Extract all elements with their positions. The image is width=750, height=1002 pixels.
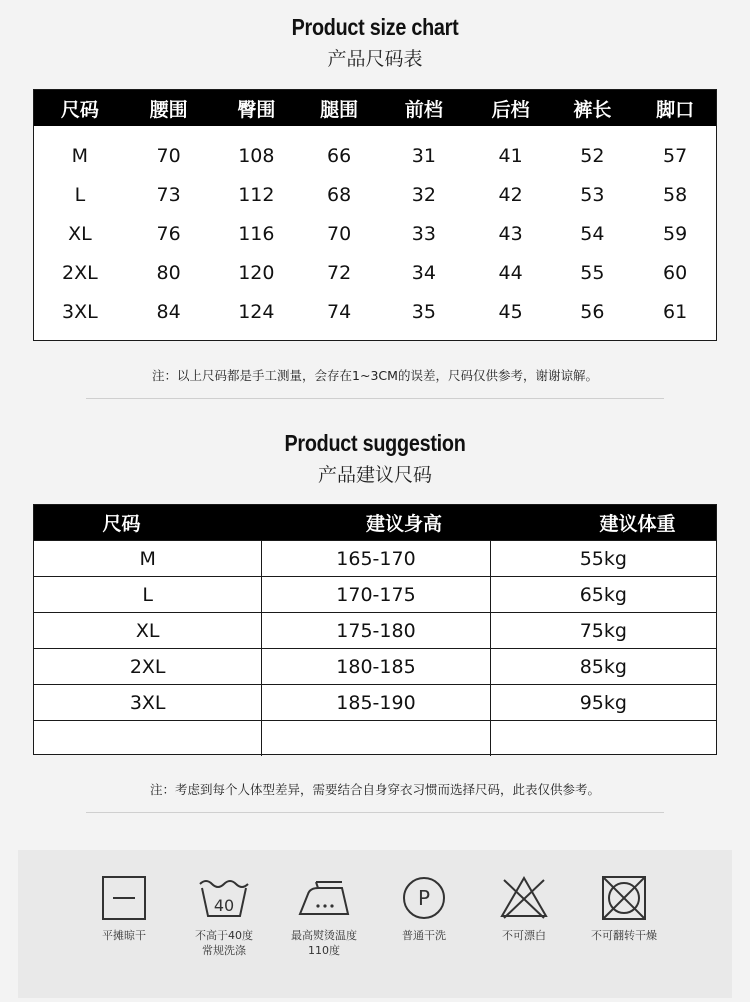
care-item — [274, 874, 374, 958]
table-cell: 73 — [156, 183, 181, 206]
table-row — [34, 253, 716, 292]
table-cell: 175-180 — [261, 613, 489, 648]
table-row — [34, 540, 716, 576]
header-cell: 腰围 — [149, 98, 188, 121]
table-cell: 185-190 — [261, 685, 489, 720]
care-item — [574, 874, 674, 943]
suggestion-subtitle: 产品建议尺码 — [317, 464, 432, 486]
header-cell: 腿围 — [320, 98, 359, 121]
header-cell: 建议身高 — [365, 513, 442, 535]
no-bleach-icon — [498, 874, 550, 922]
suggestion-header-row — [34, 505, 716, 540]
suggestion-title: Product suggestion — [284, 430, 466, 456]
care-instructions — [18, 850, 732, 998]
table-cell: 76 — [156, 222, 181, 245]
table-cell: 85kg — [490, 649, 716, 684]
table-cell: 55kg — [490, 541, 716, 576]
no-tumble-dry-icon — [600, 874, 648, 922]
table-row — [34, 214, 716, 253]
iron-icon — [294, 874, 354, 922]
table-cell: M — [71, 144, 89, 167]
table-cell: 31 — [411, 144, 436, 167]
table-cell: 72 — [327, 261, 352, 284]
table-cell: 52 — [580, 144, 605, 167]
care-label: 不高于40度 常规洗涤 — [195, 929, 253, 957]
table-cell: 33 — [411, 222, 436, 245]
table-cell: L — [74, 183, 86, 206]
table-cell: 45 — [498, 300, 523, 323]
table-row — [34, 136, 716, 175]
table-cell: 75kg — [490, 613, 716, 648]
table-cell: 56 — [580, 300, 605, 323]
header-cell: 后档 — [491, 98, 530, 121]
header-cell: 脚口 — [656, 98, 695, 121]
table-cell: 61 — [663, 300, 688, 323]
table-row — [34, 612, 716, 648]
table-cell: 2XL — [62, 261, 98, 284]
table-row — [34, 648, 716, 684]
header-cell: 建议体重 — [599, 513, 676, 535]
table-cell: 70 — [327, 222, 352, 245]
table-cell: 180-185 — [261, 649, 489, 684]
care-label: 平摊晾干 — [102, 929, 146, 942]
table-cell: L — [142, 583, 153, 606]
table-cell: 95kg — [490, 685, 716, 720]
table-cell: 59 — [663, 222, 688, 245]
table-cell: 74 — [327, 300, 352, 323]
divider — [86, 812, 664, 813]
table-row — [34, 576, 716, 612]
table-cell: 84 — [156, 300, 181, 323]
table-cell: 32 — [411, 183, 436, 206]
table-cell: 35 — [411, 300, 436, 323]
wash-40-icon — [196, 874, 252, 922]
table-cell — [490, 721, 716, 756]
table-row — [34, 175, 716, 214]
table-cell: 120 — [238, 261, 275, 284]
care-label: 最高熨烫温度 110度 — [291, 929, 357, 957]
care-item — [474, 874, 574, 943]
table-cell: 44 — [498, 261, 523, 284]
table-row — [34, 684, 716, 720]
care-label: 不可漂白 — [502, 929, 546, 942]
care-label: 不可翻转干燥 — [591, 929, 657, 942]
care-label: 普通干洗 — [402, 929, 446, 942]
size-chart-note: 注：以上尺码都是手工测量，会存在1~3CM的误差，尺码仅供参考，谢谢谅解。 — [152, 368, 598, 383]
table-cell: 68 — [327, 183, 352, 206]
table-cell: 58 — [663, 183, 688, 206]
table-cell: 53 — [580, 183, 605, 206]
table-cell: 3XL — [129, 691, 166, 714]
care-item — [174, 874, 274, 958]
size-chart-subtitle: 产品尺码表 — [327, 48, 423, 70]
wash-temp: 40 — [213, 896, 235, 915]
table-cell — [34, 721, 261, 756]
flat-dry-icon — [100, 874, 148, 922]
table-cell: 65kg — [490, 577, 716, 612]
table-cell: 80 — [156, 261, 181, 284]
dry-clean-icon — [400, 874, 448, 922]
size-chart-title: Product size chart — [291, 14, 459, 40]
table-cell: 70 — [156, 144, 181, 167]
header-cell: 臀围 — [237, 98, 276, 121]
table-cell: 43 — [498, 222, 523, 245]
size-chart-body — [34, 126, 716, 331]
size-chart-table — [33, 89, 717, 341]
table-cell: 165-170 — [261, 541, 489, 576]
suggestion-note: 注：考虑到每个人体型差异，需要结合自身穿衣习惯而选择尺码，此表仅供参考。 — [149, 782, 600, 797]
table-cell: 112 — [238, 183, 275, 206]
table-cell: XL — [68, 222, 92, 245]
table-row — [34, 292, 716, 331]
table-row-empty — [34, 720, 716, 756]
table-cell: 116 — [238, 222, 275, 245]
table-cell: XL — [135, 619, 160, 642]
table-cell: 66 — [327, 144, 352, 167]
table-cell: M — [139, 547, 156, 570]
header-cell: 前档 — [404, 98, 443, 121]
suggestion-table — [33, 504, 717, 755]
table-cell: 34 — [411, 261, 436, 284]
table-cell — [261, 721, 489, 756]
table-cell: 42 — [498, 183, 523, 206]
table-cell: 124 — [238, 300, 275, 323]
size-chart-header-row — [34, 90, 716, 126]
table-cell: 60 — [663, 261, 688, 284]
table-cell: 54 — [580, 222, 605, 245]
table-cell: 3XL — [62, 300, 98, 323]
table-cell: 57 — [663, 144, 688, 167]
table-cell: 41 — [498, 144, 523, 167]
table-cell: 55 — [580, 261, 605, 284]
header-cell: 裤长 — [573, 98, 612, 121]
divider — [86, 398, 664, 399]
header-cell: 尺码 — [102, 513, 141, 535]
table-cell: 108 — [238, 144, 275, 167]
header-cell: 尺码 — [60, 98, 99, 121]
table-cell: 170-175 — [261, 577, 489, 612]
care-item — [74, 874, 174, 943]
care-item — [374, 874, 474, 943]
dry-clean-letter: P — [417, 886, 431, 910]
table-cell: 2XL — [129, 655, 166, 678]
